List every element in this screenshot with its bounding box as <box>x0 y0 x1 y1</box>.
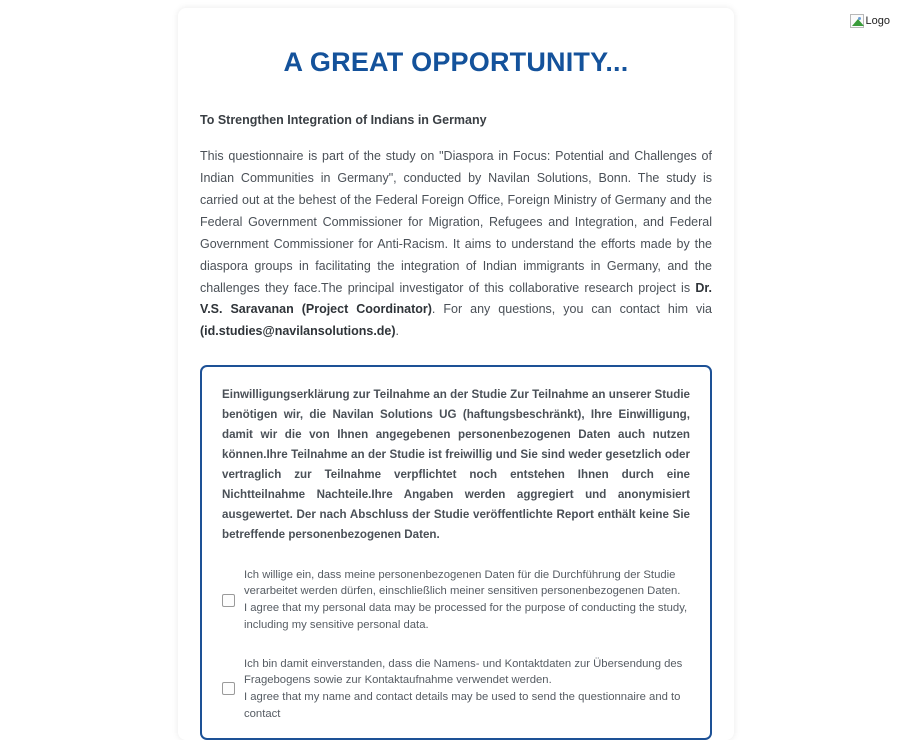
consent-checkbox-row[interactable] <box>218 567 694 634</box>
broken-image-icon <box>850 14 864 28</box>
checkbox-label-english: I agree that my name and contact details may be used to send the questionnaire and to contact <box>244 690 681 720</box>
checkbox-label <box>244 656 694 723</box>
checkbox-label <box>244 567 694 634</box>
checkbox-label-english: I agree that my personal data may be processed for the purpose of conducting the study, including my sensitive personal data. <box>244 602 688 631</box>
consent-checkbox-list <box>218 567 694 723</box>
checkbox-label-german: Ich willige ein, dass meine personenbezogenen Daten für die Durchführung der Studie verarbeitet werden dürfen, einschließlich meiner sensitiven personenbezogenen Daten. <box>244 568 681 598</box>
checkbox-data-processing[interactable] <box>222 594 235 607</box>
intro-text-part-2: . For any questions, you can contact him via <box>431 302 712 317</box>
questionnaire-card <box>178 8 734 740</box>
intro-text-part-1: This questionnaire is part of the study on "Diaspora in Focus: Potential and Challenges of Indian Communities in Germany", conducted by Navilan Solutions, Bonn. The study is carried out at the behest of the Federal Foreign Office, Foreign Ministry of Germany and the Federal Government Commissioner for Migration, Refugees and Integration, and Federal Government Commissioner for Anti-Racism. It aims to understand the efforts made by the diaspora groups in facilitating the integration of Indian immigrants in Germany, and the challenges they face.The principal investigator of this collaborative research project is <box>200 149 712 295</box>
consent-declaration-german: Einwilligungserklärung zur Teilnahme an der Studie Zur Teilnahme an unserer Studie benötigen wir, die Navilan Solutions UG (haftungsbeschränkt), Ihre Einwilligung, damit wir die von Ihnen angegebenen personenbezogenen Daten auch nutzen können.Ihre Teilnahme an der Studie ist freiwillig und Sie sind weder gesetzlich oder vertraglich zur Teilnahme verpflichtet noch entstehen Ihnen durch eine Nichtteilnahme Nachteile.Ihre Angaben werden aggregiert und anonymisiert ausgewertet. Der nach Abschluss der Studie veröffentlichte Report enthält keine Sie betreffende personenbezogenen Daten. <box>222 388 690 541</box>
page-title: A GREAT OPPORTUNITY... <box>283 47 629 77</box>
checkbox-label-german: Ich bin damit einverstanden, dass die Namens- und Kontaktdaten zur Übersendung des Fragebogens sowie zur Kontaktaufnahme verwendet werden. <box>244 657 683 687</box>
principal-investigator-name: Dr. V.S. Saravanan (Project Coordinator) <box>200 280 712 317</box>
checkbox-contact-details[interactable] <box>222 682 235 695</box>
intro-paragraph <box>200 146 712 343</box>
logo <box>850 14 890 28</box>
page-subtitle: To Strengthen Integration of Indians in Germany <box>200 112 487 127</box>
consent-checkbox-row[interactable] <box>218 656 694 723</box>
consent-box <box>200 365 712 740</box>
logo-alt-text: Logo <box>865 14 890 27</box>
intro-text-part-3: . <box>395 324 400 339</box>
contact-email: (id.studies@navilansolutions.de) <box>200 324 396 339</box>
